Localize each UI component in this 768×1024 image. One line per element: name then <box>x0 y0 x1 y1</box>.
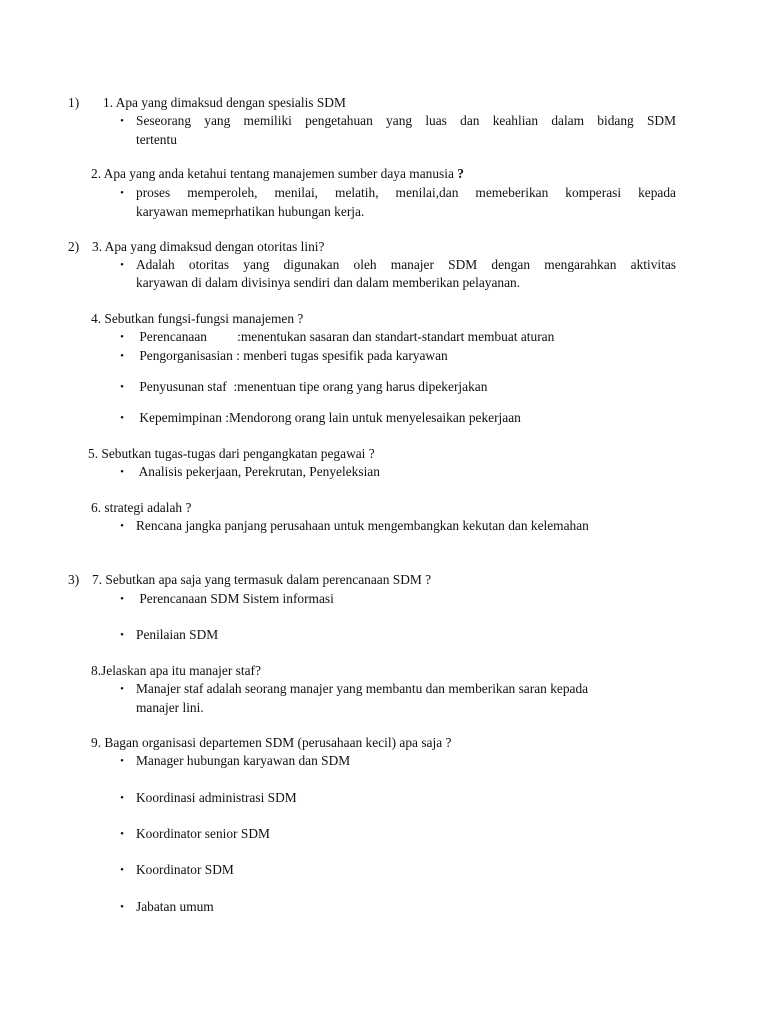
bullet-icon: • <box>120 593 124 605</box>
answer-8-1-line-1: Manajer staf adalah seorang manajer yang membantu dan memberikan saran kepada <box>136 681 589 696</box>
question-2-mark: ? <box>457 166 464 181</box>
answer-2-1-line-2: karyawan memeprhatikan hubungan kerja. <box>136 204 365 219</box>
answer-7-2-text: Penilaian SDM <box>136 627 219 642</box>
answer-9-4-text: Koordinator SDM <box>136 862 234 877</box>
bullet-icon: • <box>120 792 124 804</box>
bullet-icon: • <box>120 115 124 127</box>
bullet-icon: • <box>120 828 124 840</box>
answer-9-1-text: Manager hubungan karyawan dan SDM <box>136 753 351 768</box>
question-1: 1. Apa yang dimaksud dengan spesialis SDM <box>103 95 346 110</box>
bullet-icon: • <box>120 629 124 641</box>
answer-1-1-line-1: Seseorang yang memiliki pengetahuan yang luas dan keahlian dalam bidang SDM <box>136 113 676 128</box>
bullet-icon: • <box>120 350 124 362</box>
question-4: 4. Sebutkan fungsi-fungsi manajemen ? <box>91 311 304 326</box>
bullet-icon: • <box>120 520 124 532</box>
answer-9-2-text: Koordinasi administrasi SDM <box>136 790 297 805</box>
answer-9-5-text: Jabatan umum <box>136 899 214 914</box>
bullet-icon: • <box>120 381 124 393</box>
question-6: 6. strategi adalah ? <box>91 500 192 515</box>
question-3: 3. Apa yang dimaksud dengan otoritas lini? <box>92 239 325 254</box>
question-7: 7. Sebutkan apa saja yang termasuk dalam perencanaan SDM ? <box>92 572 432 587</box>
group-number-3: 3) <box>68 572 80 587</box>
bullet-icon: • <box>120 331 124 343</box>
answer-6-1-text: Rencana jangka panjang perusahaan untuk mengembangkan kekutan dan kelemahan <box>136 518 589 533</box>
question-2-text: 2. Apa yang anda ketahui tentang manajemen sumber daya manusia <box>91 166 454 181</box>
answer-4-4-text: Kepemimpinan :Mendorong orang lain untuk menyelesaikan pekerjaan <box>136 410 521 425</box>
question-5: 5. Sebutkan tugas-tugas dari pengangkatan pegawai ? <box>88 446 375 461</box>
question-2 <box>91 165 464 183</box>
answer-4-2-text: Pengorganisasian : menberi tugas spesifik pada karyawan <box>136 348 448 363</box>
answer-9-3-text: Koordinator senior SDM <box>136 826 270 841</box>
bullet-icon: • <box>120 466 124 478</box>
bullet-icon: • <box>120 187 124 199</box>
bullet-icon: • <box>120 259 124 271</box>
question-9: 9. Bagan organisasi departemen SDM (perusahaan kecil) apa saja ? <box>91 735 452 750</box>
answer-4-1-text: Perencanaan :menentukan sasaran dan standart-standart membuat aturan <box>136 329 555 344</box>
group-number-1: 1) <box>68 95 80 110</box>
answer-5-1-text: Analisis pekerjaan, Perekrutan, Penyeleksian <box>136 464 380 479</box>
bullet-icon: • <box>120 864 124 876</box>
bullet-icon: • <box>120 755 124 767</box>
answer-8-1-line-2: manajer lini. <box>136 700 204 715</box>
group-number-2: 2) <box>68 239 80 254</box>
answer-2-1-line-1: proses memperoleh, menilai, melatih, menilai,dan memeberikan komperasi kepada <box>136 185 676 200</box>
bullet-icon: • <box>120 683 124 695</box>
question-8: 8.Jelaskan apa itu manajer staf? <box>91 663 261 678</box>
answer-3-1-line-2: karyawan di dalam divisinya sendiri dan dalam memberikan pelayanan. <box>136 275 521 290</box>
answer-1-1-line-2: tertentu <box>136 132 177 147</box>
bullet-icon: • <box>120 901 124 913</box>
answer-4-3-text: Penyusunan staf :menentuan tipe orang yang harus dipekerjakan <box>136 379 488 394</box>
bullet-icon: • <box>120 412 124 424</box>
answer-3-1-line-1: Adalah otoritas yang digunakan oleh manajer SDM dengan mengarahkan aktivitas <box>136 257 676 272</box>
answer-7-1-text: Perencanaan SDM Sistem informasi <box>136 591 334 606</box>
